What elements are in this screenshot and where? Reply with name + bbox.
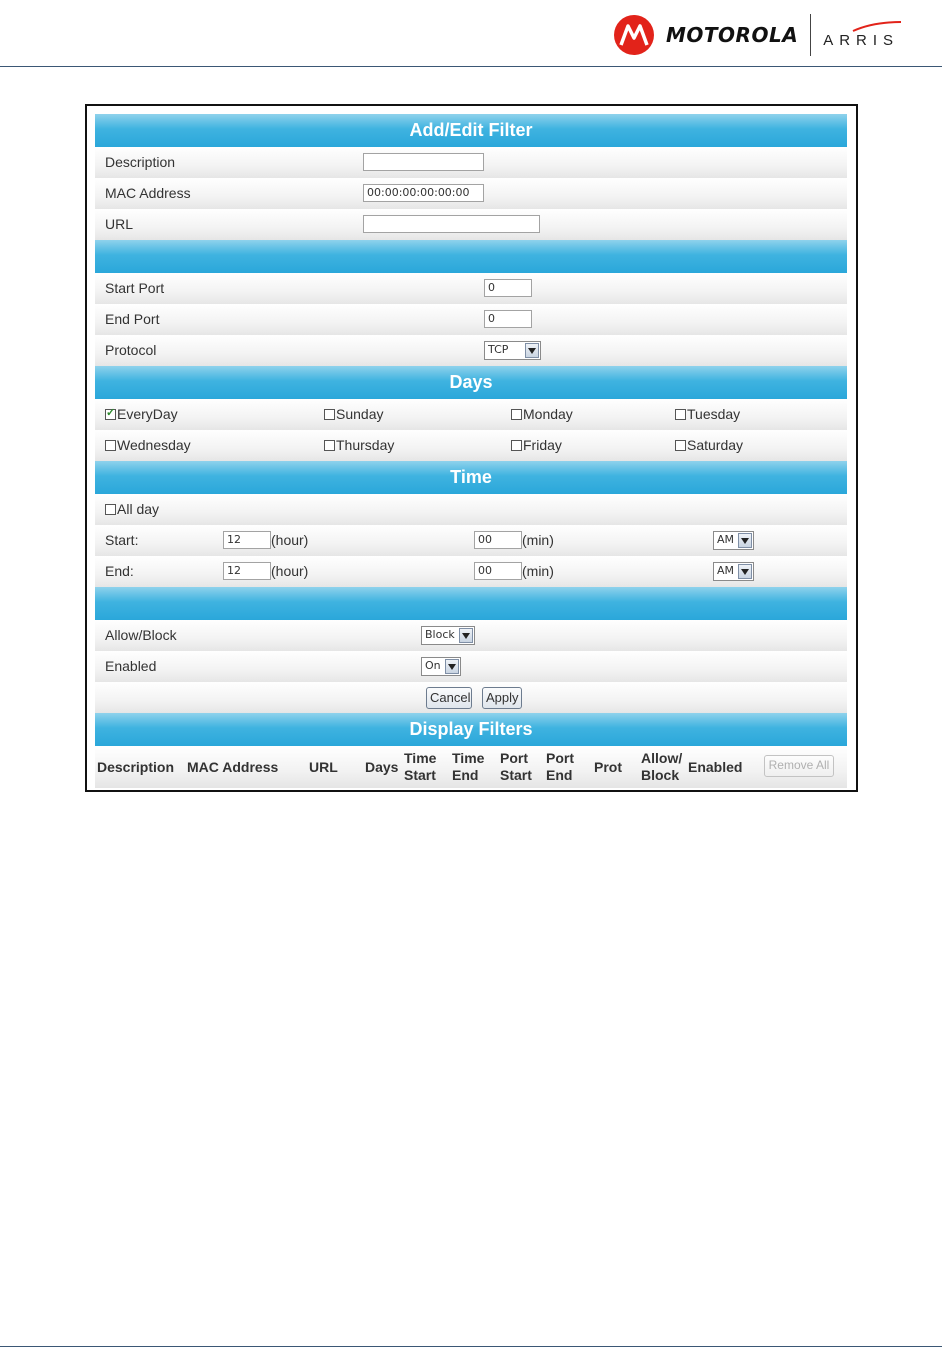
time-header: Time — [95, 461, 847, 494]
chevron-down-icon — [738, 533, 752, 548]
days-row-2 — [95, 430, 847, 461]
col-time-end-line1: Time — [452, 750, 485, 766]
start-hour-unit: (hour) — [271, 532, 309, 548]
col-port-start — [500, 750, 532, 784]
col-port-end-line2: End — [546, 767, 573, 783]
start-time-label: Start: — [105, 532, 139, 548]
end-time-label: End: — [105, 563, 134, 579]
protocol-select[interactable] — [484, 341, 541, 360]
col-port-start-line1: Port — [500, 750, 528, 766]
header-rule — [0, 66, 942, 67]
day-sunday-checkbox[interactable] — [324, 406, 383, 422]
arris-wordmark — [823, 22, 899, 49]
brand-header — [614, 12, 899, 58]
description-input[interactable] — [363, 153, 484, 171]
end-hour-unit: (hour) — [271, 563, 309, 579]
col-time-start-line2: Start — [404, 767, 436, 783]
protocol-label: Protocol — [105, 342, 157, 358]
end-port-label: End Port — [105, 311, 160, 327]
chevron-down-icon — [445, 659, 459, 674]
col-enabled: Enabled — [688, 759, 743, 775]
screenshot-frame — [85, 104, 858, 792]
apply-button[interactable]: Apply — [482, 687, 522, 709]
day-label: Saturday — [687, 437, 744, 453]
allow-block-value: Block — [425, 628, 455, 641]
day-label: Thursday — [336, 437, 395, 453]
enabled-label: Enabled — [105, 658, 157, 674]
motorola-wordmark: MOTOROLA — [666, 23, 799, 47]
end-ampm-value: AM — [717, 564, 735, 577]
allow-block-row — [95, 620, 847, 651]
col-time-end — [452, 750, 484, 784]
all-day-checkbox[interactable] — [105, 501, 159, 517]
start-min-unit: (min) — [522, 532, 554, 548]
end-hour-input[interactable]: 12 — [223, 562, 271, 580]
enabled-row — [95, 651, 847, 682]
protocol-row — [95, 335, 847, 366]
col-prot: Prot — [594, 759, 622, 775]
start-port-input[interactable]: 0 — [484, 279, 532, 297]
form-buttons-row — [95, 682, 847, 713]
day-everyday-checkbox[interactable] — [105, 406, 178, 422]
col-allow-block-line1: Allow/ — [641, 750, 683, 766]
checkbox-icon — [675, 440, 686, 451]
day-label: Friday — [523, 437, 562, 453]
display-filters-header: Display Filters — [95, 713, 847, 746]
col-time-end-line2: End — [452, 767, 479, 783]
mac-address-input[interactable]: 00:00:00:00:00:00 — [363, 184, 484, 202]
chevron-down-icon — [738, 564, 752, 579]
checkbox-icon — [675, 409, 686, 420]
protocol-select-value: TCP — [488, 343, 509, 356]
end-time-row — [95, 556, 847, 587]
end-port-row — [95, 304, 847, 335]
mac-address-label: MAC Address — [105, 185, 191, 201]
enabled-select[interactable] — [421, 657, 461, 676]
col-time-start — [404, 750, 436, 784]
day-label: Tuesday — [687, 406, 741, 422]
add-edit-filter-header: Add/Edit Filter — [95, 114, 847, 147]
end-ampm-select[interactable] — [713, 562, 754, 581]
start-port-label: Start Port — [105, 280, 165, 296]
day-tuesday-checkbox[interactable] — [675, 406, 740, 422]
day-label: Monday — [523, 406, 573, 422]
chevron-down-icon — [459, 628, 473, 643]
brand-divider — [810, 14, 811, 56]
days-row-1 — [95, 399, 847, 430]
checkbox-icon — [511, 440, 522, 451]
allow-block-label: Allow/Block — [105, 627, 177, 643]
day-wednesday-checkbox[interactable] — [105, 437, 191, 453]
day-monday-checkbox[interactable] — [511, 406, 573, 422]
arris-text: ARRIS — [823, 31, 900, 49]
url-input[interactable] — [363, 215, 540, 233]
end-min-unit: (min) — [522, 563, 554, 579]
checkbox-icon — [105, 504, 116, 515]
end-min-input[interactable]: 00 — [474, 562, 522, 580]
day-saturday-checkbox[interactable] — [675, 437, 743, 453]
all-day-label: All day — [117, 501, 160, 517]
col-port-start-line2: Start — [500, 767, 532, 783]
motorola-logo-icon — [614, 15, 654, 55]
col-allow-block-line2: Block — [641, 767, 680, 783]
url-label: URL — [105, 216, 134, 232]
start-port-row — [95, 273, 847, 304]
col-port-end — [546, 750, 574, 784]
mac-address-row — [95, 178, 847, 209]
day-friday-checkbox[interactable] — [511, 437, 562, 453]
description-label: Description — [105, 154, 176, 170]
checkbox-checked-icon — [105, 409, 116, 420]
start-min-input[interactable]: 00 — [474, 531, 522, 549]
col-port-end-line1: Port — [546, 750, 574, 766]
day-thursday-checkbox[interactable] — [324, 437, 394, 453]
filter-panel — [95, 114, 847, 788]
col-url: URL — [309, 759, 338, 775]
enabled-value: On — [425, 659, 441, 672]
checkbox-icon — [105, 440, 116, 451]
start-ampm-select[interactable] — [713, 531, 754, 550]
display-filters-column-headers — [95, 746, 847, 788]
col-time-start-line1: Time — [404, 750, 437, 766]
url-row — [95, 209, 847, 240]
days-header: Days — [95, 366, 847, 399]
start-time-row — [95, 525, 847, 556]
checkbox-icon — [324, 409, 335, 420]
ports-section-header — [95, 240, 847, 273]
col-allow-block — [641, 750, 682, 784]
action-section-header — [95, 587, 847, 620]
day-label: Wednesday — [117, 437, 191, 453]
allow-block-select[interactable] — [421, 626, 475, 645]
col-description: Description — [97, 759, 175, 775]
footer-rule — [0, 1346, 942, 1347]
arris-swoosh-icon — [851, 20, 903, 32]
col-days: Days — [365, 759, 399, 775]
all-day-row — [95, 494, 847, 525]
day-label: EveryDay — [117, 406, 178, 422]
start-ampm-value: AM — [717, 533, 735, 546]
day-label: Sunday — [336, 406, 384, 422]
end-port-input[interactable]: 0 — [484, 310, 532, 328]
chevron-down-icon — [525, 343, 539, 358]
checkbox-icon — [511, 409, 522, 420]
description-row — [95, 147, 847, 178]
col-mac-address: MAC Address — [187, 759, 279, 775]
start-hour-input[interactable]: 12 — [223, 531, 271, 549]
checkbox-icon — [324, 440, 335, 451]
remove-all-button[interactable]: Remove All — [764, 755, 834, 777]
cancel-button[interactable]: Cancel — [426, 687, 472, 709]
